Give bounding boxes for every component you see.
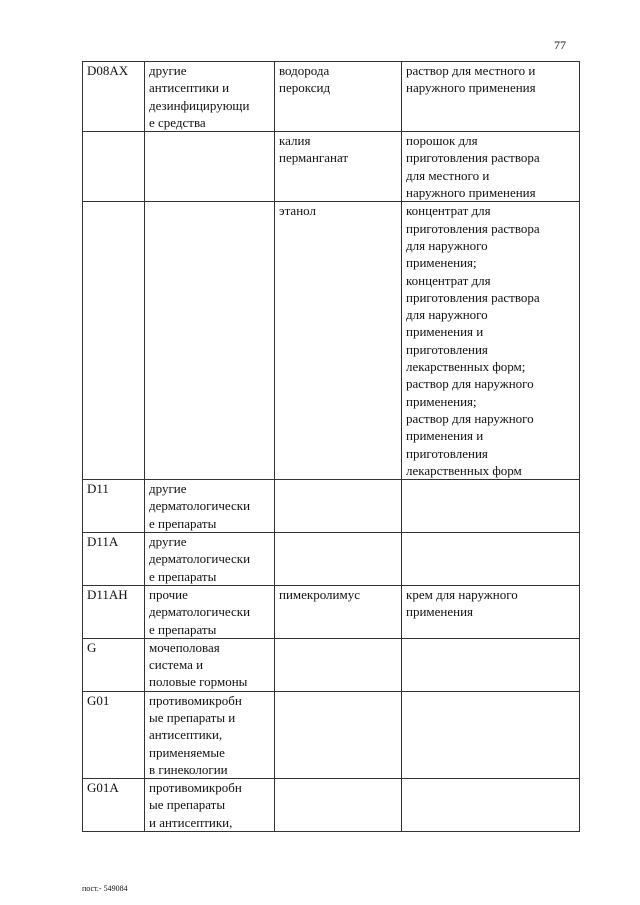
table-row bbox=[83, 480, 580, 533]
group-name-line: ые препараты и bbox=[149, 709, 236, 725]
group-name-line: применяемые bbox=[149, 744, 225, 760]
group-name-line: ые препараты bbox=[149, 797, 226, 813]
group-name-cell bbox=[145, 585, 275, 638]
dosage-form-line: применения и bbox=[406, 428, 484, 444]
substance-line: этанол bbox=[279, 203, 316, 219]
atc-code-cell bbox=[83, 638, 145, 691]
dosage-form-line: для местного и bbox=[406, 167, 490, 183]
dosage-form-line: приготовления bbox=[406, 341, 488, 357]
group-name-cell bbox=[145, 533, 275, 586]
atc-code-cell bbox=[83, 779, 145, 832]
group-name-cell bbox=[145, 62, 275, 132]
dosage-form-line: применения; bbox=[406, 255, 477, 271]
group-name-cell bbox=[145, 480, 275, 533]
dosage-form-line: концентрат для bbox=[406, 203, 491, 219]
group-name-cell bbox=[145, 202, 275, 480]
dosage-form-line: концентрат для bbox=[406, 272, 491, 288]
dosage-form-line: приготовления раствора bbox=[406, 289, 540, 305]
atc-code-cell bbox=[83, 691, 145, 778]
dosage-form-cell bbox=[402, 62, 580, 132]
dosage-form-line: приготовления раствора bbox=[406, 220, 540, 236]
table-row bbox=[83, 585, 580, 638]
dosage-form-cell bbox=[402, 480, 580, 533]
group-name-line: е препараты bbox=[149, 621, 217, 637]
document-footer: пост.- 549084 bbox=[82, 884, 128, 893]
group-name-line: дерматологически bbox=[149, 604, 251, 620]
dosage-form-line: применения bbox=[406, 604, 474, 620]
atc-code: D11AH bbox=[87, 586, 128, 602]
dosage-form-cell bbox=[402, 638, 580, 691]
group-name-line: дерматологически bbox=[149, 498, 251, 514]
substance-line: калия bbox=[279, 133, 311, 149]
substance-cell bbox=[275, 585, 402, 638]
dosage-form-cell bbox=[402, 132, 580, 202]
group-name-cell bbox=[145, 132, 275, 202]
substance-cell bbox=[275, 779, 402, 832]
dosage-form-line: приготовления раствора bbox=[406, 150, 540, 166]
substance-cell bbox=[275, 480, 402, 533]
substance-line: пероксид bbox=[279, 80, 331, 96]
dosage-form-line: лекарственных форм bbox=[406, 462, 522, 478]
group-name-line: е препараты bbox=[149, 515, 217, 531]
dosage-form-cell bbox=[402, 533, 580, 586]
group-name-line: другие bbox=[149, 63, 187, 78]
group-name-line: противомикробн bbox=[149, 780, 242, 796]
group-name-cell bbox=[145, 779, 275, 832]
substance-cell bbox=[275, 691, 402, 778]
atc-code-cell bbox=[83, 585, 145, 638]
dosage-form-line: крем для наружного bbox=[406, 586, 518, 602]
table-row bbox=[83, 62, 580, 132]
table-row bbox=[83, 691, 580, 778]
substance-cell bbox=[275, 62, 402, 132]
table-row bbox=[83, 202, 580, 480]
atc-code-cell bbox=[83, 202, 145, 480]
group-name-line: мочеполовая bbox=[149, 639, 220, 655]
dosage-form-line: лекарственных форм; bbox=[406, 359, 526, 375]
substance-cell bbox=[275, 132, 402, 202]
dosage-form-line: раствор для местного и bbox=[406, 63, 536, 78]
dosage-form-cell bbox=[402, 585, 580, 638]
dosage-form-line: приготовления bbox=[406, 445, 488, 461]
group-name-cell bbox=[145, 638, 275, 691]
dosage-form-line: порошок для bbox=[406, 133, 478, 149]
dosage-form-line: наружного применения bbox=[406, 185, 536, 201]
atc-code: D11A bbox=[87, 534, 119, 550]
dosage-form-cell bbox=[402, 202, 580, 480]
atc-code: D08AX bbox=[87, 63, 129, 78]
group-name-line: и антисептики, bbox=[149, 814, 233, 830]
atc-code: D11 bbox=[87, 481, 109, 497]
atc-code-cell bbox=[83, 533, 145, 586]
group-name-line: прочие bbox=[149, 586, 188, 602]
dosage-form-line: для наружного bbox=[406, 307, 488, 323]
page-number: 77 bbox=[554, 38, 566, 52]
table-body bbox=[83, 62, 580, 832]
substance-cell bbox=[275, 202, 402, 480]
group-name-line: другие bbox=[149, 534, 187, 550]
dosage-form-line: применения и bbox=[406, 324, 484, 340]
substance-cell bbox=[275, 638, 402, 691]
group-name-line: е препараты bbox=[149, 568, 217, 584]
atc-code-cell bbox=[83, 132, 145, 202]
table-row bbox=[83, 638, 580, 691]
group-name-line: е средства bbox=[149, 114, 206, 130]
dosage-form-line: раствор для наружного bbox=[406, 376, 534, 392]
table-row bbox=[83, 132, 580, 202]
group-name-line: противомикробн bbox=[149, 692, 242, 708]
dosage-form-line: наружного применения bbox=[406, 80, 536, 96]
group-name-line: антисептики и bbox=[149, 80, 230, 96]
dosage-form-cell bbox=[402, 779, 580, 832]
atc-code: G01A bbox=[87, 780, 119, 796]
group-name-line: антисептики, bbox=[149, 727, 223, 743]
drug-classification-table bbox=[82, 61, 580, 832]
atc-code-cell bbox=[83, 62, 145, 132]
atc-code: G01 bbox=[87, 692, 110, 708]
atc-code: G bbox=[87, 639, 97, 655]
table-row bbox=[83, 779, 580, 832]
group-name-cell bbox=[145, 691, 275, 778]
substance-line: пимекролимус bbox=[279, 586, 360, 602]
group-name-line: система и bbox=[149, 657, 204, 673]
dosage-form-cell bbox=[402, 691, 580, 778]
group-name-line: в гинекологии bbox=[149, 761, 228, 777]
group-name-line: дерматологически bbox=[149, 551, 251, 567]
substance-cell bbox=[275, 533, 402, 586]
dosage-form-line: для наружного bbox=[406, 237, 488, 253]
atc-code-cell bbox=[83, 480, 145, 533]
group-name-line: дезинфицирующи bbox=[149, 97, 250, 113]
group-name-line: половые гормоны bbox=[149, 674, 248, 690]
dosage-form-line: применения; bbox=[406, 393, 477, 409]
table-row bbox=[83, 533, 580, 586]
dosage-form-line: раствор для наружного bbox=[406, 410, 534, 426]
substance-line: водорода bbox=[279, 63, 330, 78]
substance-line: перманганат bbox=[279, 150, 349, 166]
group-name-line: другие bbox=[149, 481, 187, 497]
